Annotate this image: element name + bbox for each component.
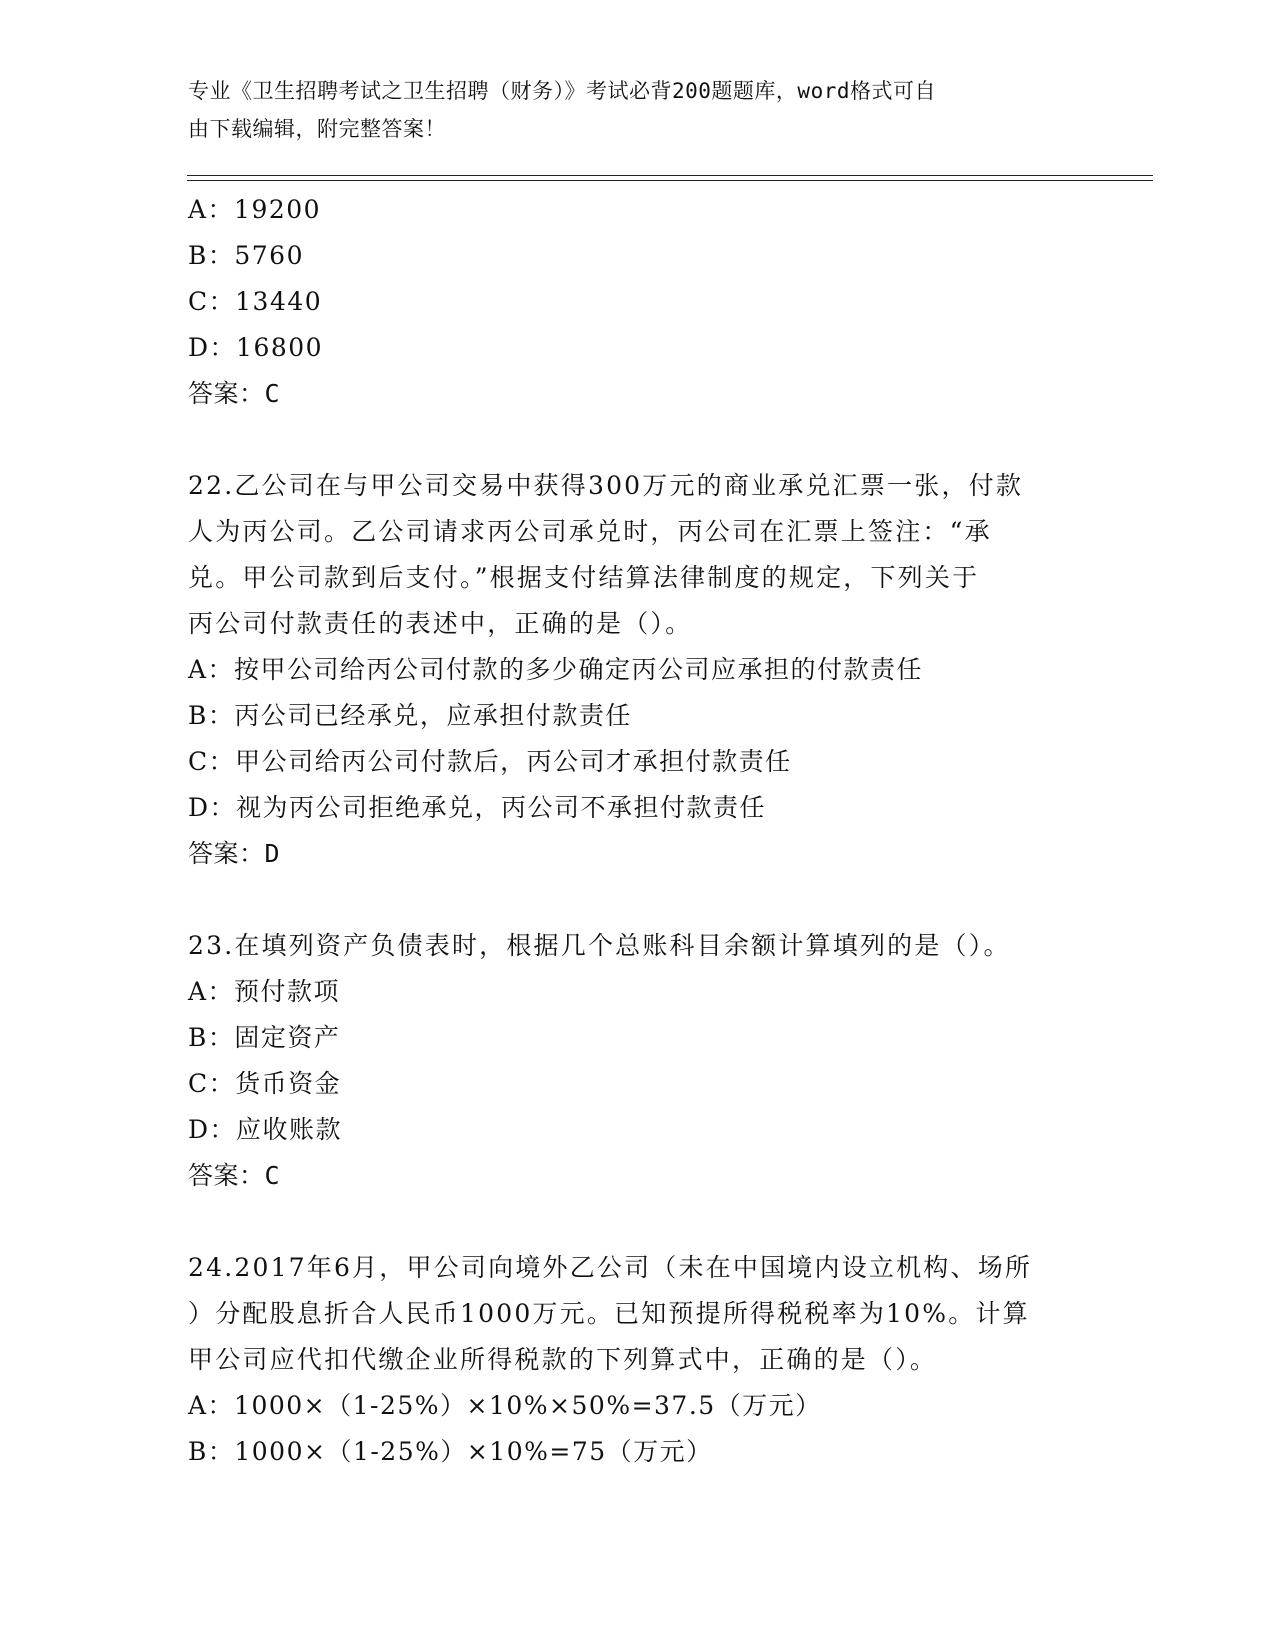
option-b: B：5760 — [188, 241, 304, 270]
option-d: D：16800 — [188, 333, 324, 362]
question-23 — [188, 923, 1088, 1199]
question-text-line: 22.乙公司在与甲公司交易中获得300万元的商业承兑汇票一张，付款 — [188, 471, 1024, 500]
header-divider-top — [187, 175, 1153, 176]
question-text-line: ）分配股息折合人民币1000万元。已知预提所得税税率为10%。计算 — [188, 1299, 1030, 1328]
option-b: B：固定资产 — [188, 1023, 341, 1052]
option-b: B：1000×（1-25%）×10%=75（万元） — [188, 1437, 713, 1466]
option-a: A：按甲公司给丙公司付款的多少确定丙公司应承担的付款责任 — [188, 655, 924, 684]
question-21 — [188, 187, 1088, 417]
answer: 答案：D — [188, 839, 281, 868]
option-c: C：货币资金 — [188, 1069, 342, 1098]
question-content — [188, 187, 1088, 1475]
option-d: D：视为丙公司拒绝承兑，丙公司不承担付款责任 — [188, 793, 767, 822]
header-line-2: 由下载编辑，附完整答案！ — [188, 117, 446, 141]
option-a: A：预付款项 — [188, 977, 341, 1006]
question-22 — [188, 463, 1088, 877]
option-a: A：19200 — [188, 195, 322, 224]
option-d: D：应收账款 — [188, 1115, 343, 1144]
answer: 答案：C — [188, 1161, 281, 1190]
question-text-line: 兑。甲公司款到后支付。”根据支付结算法律制度的规定，下列关于 — [188, 563, 980, 592]
document-header — [188, 72, 1088, 148]
question-text-line: 人为丙公司。乙公司请求丙公司承兑时，丙公司在汇票上签注：“承 — [188, 517, 992, 546]
header-divider-bottom — [187, 180, 1153, 181]
option-c: C：甲公司给丙公司付款后，丙公司才承担付款责任 — [188, 747, 792, 776]
question-text-line: 24.2017年6月，甲公司向境外乙公司（未在中国境内设立机构、场所 — [188, 1253, 1033, 1282]
option-b: B：丙公司已经承兑，应承担付款责任 — [188, 701, 632, 730]
spacer — [188, 1199, 1088, 1245]
question-text-line: 甲公司应代扣代缴企业所得税款的下列算式中，正确的是（）。 — [188, 1345, 938, 1374]
question-text-line: 23.在填列资产负债表时，根据几个总账科目余额计算填列的是（）。 — [188, 931, 1011, 960]
question-text-line: 丙公司付款责任的表述中，正确的是（）。 — [188, 609, 693, 638]
header-line-1: 专业《卫生招聘考试之卫生招聘（财务）》考试必背200题题库，word格式可自 — [188, 79, 936, 103]
question-24 — [188, 1245, 1088, 1475]
spacer — [188, 877, 1088, 923]
answer: 答案：C — [188, 379, 281, 408]
spacer — [188, 417, 1088, 463]
option-c: C：13440 — [188, 287, 323, 316]
option-a: A：1000×（1-25%）×10%×50%=37.5（万元） — [188, 1391, 822, 1420]
